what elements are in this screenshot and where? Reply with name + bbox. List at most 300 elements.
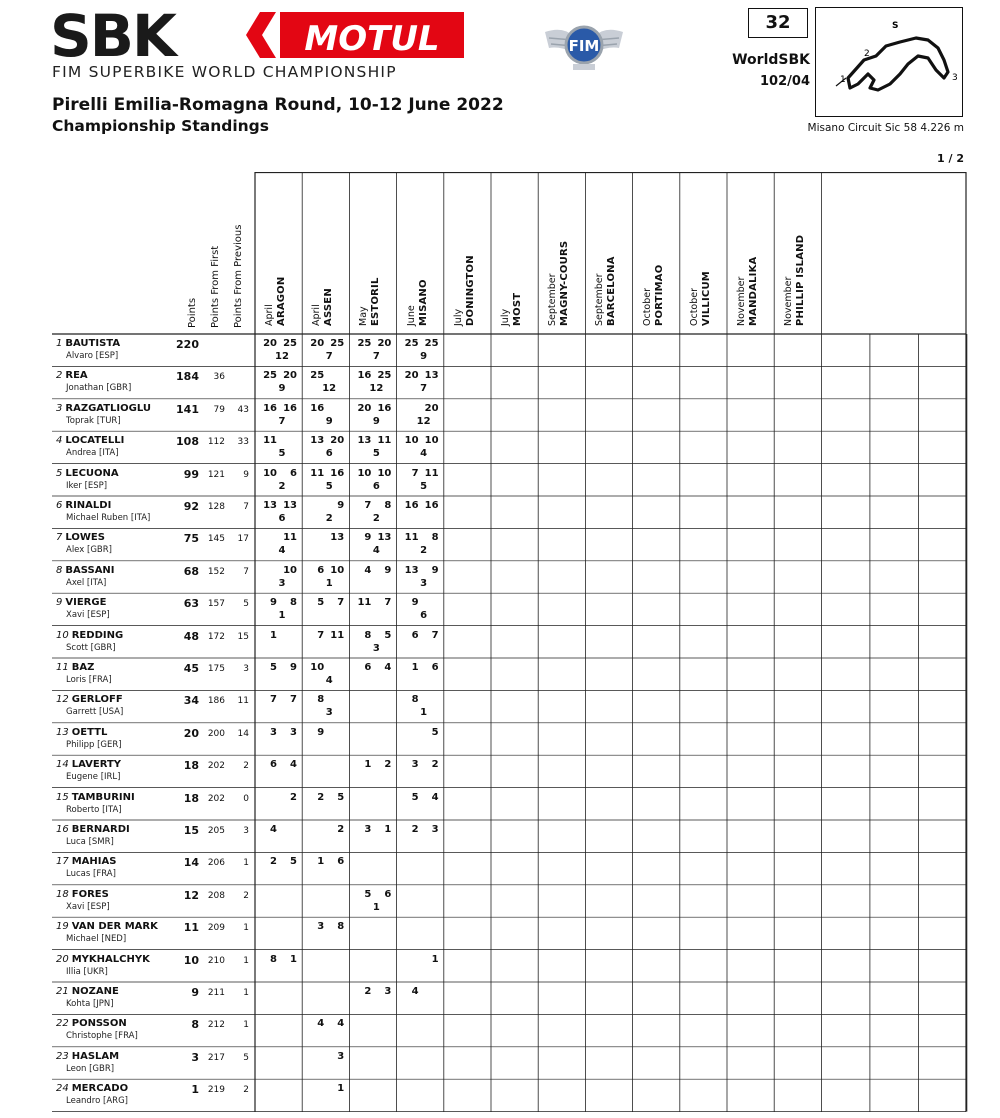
rider-first-name: Illia [66,966,81,977]
rider-points: 18 [183,791,199,805]
race2-points: 25 [283,338,297,349]
points-from-previous: 9 [243,469,249,480]
points-from-first: 36 [213,372,225,383]
race2-points: 2 [290,791,297,803]
rider-first-name-nation [66,545,112,555]
points-from-first: 79 [213,404,225,415]
superpole-race-points: 9 [278,383,286,395]
superpole-race-points: 3 [372,642,380,654]
race1-points: 5 [317,597,325,609]
race2-points: 16 [330,467,345,479]
race2-points: 3 [337,1050,345,1062]
race2-points: 5 [431,726,439,738]
points-from-previous: 2 [243,761,249,772]
race2-points: 1 [290,953,297,965]
race1-points: 4 [364,564,372,576]
rider-points: 220 [176,338,199,351]
rider-nation: [NED] [101,934,127,945]
fim-logo [543,18,625,76]
rider-first-name: Michael Ruben [66,513,129,523]
round-month: May [358,306,370,326]
rider-position: 1 [56,338,63,349]
column-header-from-first [210,246,222,328]
rider-first-name: Luca [66,837,86,847]
race1-points: 11 [263,435,277,447]
rider-name [56,597,106,608]
circuit-caption: Misano Circuit Sic 58 4.226 m [807,122,964,134]
rider-nation: [GBR] [106,383,132,394]
rider-name [56,370,88,381]
rider-first-name: Christophe [66,1031,113,1042]
rider-name [56,662,94,673]
race2-points: 3 [384,986,392,997]
rider-first-name-nation [66,416,121,426]
rider-points: 99 [183,467,199,481]
race1-points: 8 [270,953,277,965]
race2-points: 25 [377,370,392,382]
superpole-race-points: 7 [372,351,380,362]
superpole-race-points: 5 [420,480,428,492]
points-from-first: 210 [207,955,225,966]
rider-first-name-nation [66,481,107,491]
rider-points: 1 [191,1083,199,1097]
round-month: November [783,276,795,326]
rider-name [56,856,116,867]
race1-points: 6 [317,564,325,576]
race2-points: 9 [290,662,297,673]
superpole-race-points: 9 [325,415,333,427]
standings-title: Championship Standings [52,117,270,135]
superpole-race-points: 4 [325,675,333,686]
points-from-previous: 7 [243,502,249,512]
rider-position: 16 [56,824,69,835]
rider-first-name: Roberto [66,804,100,815]
race1-points: 20 [404,370,419,382]
rider-position: 8 [56,564,63,576]
race1-points: 13 [404,564,419,576]
rider-last-name: BASSANI [65,564,115,576]
rider-first-name: Toprak [66,415,94,426]
round-month: July [452,308,464,326]
round-month: October [688,287,700,326]
superpole-race-points: 12 [369,383,384,395]
race2-points: 9 [431,564,439,576]
rider-first-name-nation [66,351,118,361]
superpole-race-points: 2 [372,513,380,524]
rider-last-name: PONSSON [71,1018,127,1030]
round-name: ESTORIL [370,277,382,326]
rider-points: 3 [191,1050,199,1064]
round-name: VILLICUM [700,271,712,326]
column-header-from-previous [233,225,245,328]
points-from-previous: 43 [237,404,249,415]
rider-last-name: NOZANE [71,986,119,997]
rider-first-name-nation [66,1031,138,1041]
round-name: ARAGON [275,276,287,326]
rider-nation: [SMR] [88,837,114,847]
points-from-previous: 1 [243,858,249,869]
rider-nation: [FRA] [88,675,112,685]
superpole-race-points: 4 [420,448,428,460]
rider-name [56,986,119,997]
superpole-race-points: 4 [372,545,380,557]
rider-first-name-nation [66,805,122,815]
race2-points: 3 [290,726,297,738]
rider-nation: [JPN] [92,999,114,1009]
rider-nation: [GBR] [90,642,116,653]
rider-position: 9 [56,597,63,609]
rider-name [56,824,130,835]
rider-nation: [IRL] [100,772,121,783]
race1-points: 3 [270,726,277,738]
rider-nation: [FRA] [93,869,116,880]
rider-nation: [UKR] [83,966,108,977]
rider-first-name: Jonathan [66,383,104,394]
rider-name [56,1051,119,1062]
rider-first-name-nation [66,1064,114,1074]
rider-first-name-nation [66,707,123,717]
rider-first-name: Alex [66,545,85,556]
rider-last-name: RAZGATLIOGLU [65,402,151,414]
rider-name [56,954,150,965]
race1-points: 6 [364,662,372,673]
race2-points: 13 [424,370,439,382]
rider-position: 4 [56,435,63,447]
race2-points: 11 [377,435,392,447]
rider-points: 14 [183,856,199,870]
points-from-previous: 0 [243,793,249,804]
rider-position: 18 [56,888,69,900]
points-from-first: 172 [207,631,225,642]
points-from-first: 175 [207,664,225,674]
race1-points: 7 [411,467,419,479]
race1-points: 16 [310,402,325,414]
rider-first-name: Andrea [66,448,97,459]
rider-name [56,792,135,803]
rider-first-name-nation [66,1096,128,1106]
points-from-previous: 15 [237,631,249,642]
race2-points: 4 [290,759,297,771]
race2-points: 1 [384,824,392,835]
race2-points: 7 [337,597,345,609]
rider-first-name: Xavi [66,901,85,912]
rider-position: 17 [56,856,69,868]
rider-last-name: HASLAM [71,1050,120,1062]
rider-nation: [GBR] [89,1063,115,1074]
motul-logo-text: MOTUL [304,19,440,59]
race2-points: 20 [377,338,392,349]
rider-first-name: Michael [66,934,99,945]
race1-points: 20 [310,338,325,349]
rider-position: 3 [56,402,63,414]
rider-points: 45 [183,662,199,675]
superpole-race-points: 7 [325,351,333,362]
superpole-race-points: 1 [325,577,333,589]
rider-nation: [ESP] [95,351,119,361]
points-from-first: 200 [207,728,225,739]
round-header-most [501,293,523,326]
rider-points: 12 [183,888,199,902]
race2-points: 10 [283,564,297,576]
rider-position: 13 [56,726,69,738]
race1-points: 5 [411,791,419,803]
rider-last-name: VIERGE [65,597,107,609]
rider-nation: [ESP] [84,480,108,491]
race2-points: 13 [283,500,297,511]
points-from-first: 186 [207,696,225,707]
race2-points: 13 [330,532,345,544]
race1-points: 3 [317,921,325,933]
rider-points: 15 [183,824,199,837]
rider-points: 11 [183,921,199,935]
round-name: DONINGTON [464,255,476,326]
rider-position: 24 [56,1083,69,1095]
rider-name [56,435,124,446]
rider-first-name-nation [66,967,108,977]
race1-points: 7 [270,694,277,706]
rider-points: 184 [176,370,199,384]
points-from-first: 217 [207,1052,225,1063]
race2-points: 11 [424,467,439,479]
race2-points: 25 [330,338,345,349]
race2-points: 13 [377,532,392,544]
rider-nation: [ITA] [102,804,122,815]
column-header-label: Points [187,297,198,328]
rider-name [56,759,121,770]
round-month: September [547,273,559,326]
rider-first-name: Leon [66,1063,87,1074]
reference-code: 102/04 [760,74,810,89]
column-header-label: Points From Previous [233,224,244,328]
sbk-logo [50,8,470,62]
rider-points: 141 [176,402,199,416]
round-month: July [500,308,511,326]
rider-points: 92 [183,500,199,513]
race1-points: 10 [310,662,325,673]
rider-last-name: REA [65,370,88,382]
points-from-first: 212 [207,1020,225,1031]
race1-points: 4 [270,824,277,835]
race1-points: 2 [270,856,277,868]
race2-points: 7 [384,597,392,609]
superpole-race-points: 6 [278,513,286,524]
round-month: October [641,287,653,326]
points-from-first: 205 [207,826,225,836]
round-header-phillip-island [784,235,806,326]
points-from-first: 202 [207,793,225,804]
circuit-map [815,7,963,117]
race2-points: 16 [424,500,439,511]
race2-points: 20 [283,370,297,382]
points-from-first: 206 [207,858,225,869]
rider-first-name-nation [66,675,112,685]
rider-points: 68 [183,564,199,578]
sector-3-label: 3 [952,73,958,83]
race1-points: 8 [364,629,372,641]
column-header-label: Points From First [210,245,221,328]
race1-points: 9 [364,532,372,544]
round-header-aragon [265,277,287,326]
rider-points: 48 [183,629,199,643]
race1-points: 1 [411,662,419,673]
race2-points: 7 [431,629,439,641]
rider-first-name-nation [66,837,114,847]
round-month: April [311,304,323,326]
rider-first-name-nation [66,740,122,750]
rider-first-name-nation [66,643,116,653]
rider-points: 9 [191,986,199,999]
round-name: BARCELONA [606,256,618,326]
rider-nation: [ESP] [87,901,110,912]
superpole-race-points: 1 [372,901,380,913]
race1-points: 16 [357,370,372,382]
superpole-race-points: 5 [278,448,286,460]
race2-points: 5 [384,629,392,641]
race1-points: 20 [263,338,277,349]
round-name: ASSEN [323,288,335,326]
race1-points: 25 [357,338,372,349]
rider-first-name: Scott [66,642,88,653]
race2-points: 25 [424,338,439,349]
series-name: WorldSBK [732,52,810,68]
rider-points: 108 [176,435,199,449]
race2-points: 3 [431,824,439,835]
rider-first-name-nation [66,772,120,782]
rider-points: 63 [183,597,199,611]
superpole-race-points: 6 [420,610,428,622]
race1-points: 1 [364,759,372,771]
rider-points: 8 [191,1018,199,1032]
rider-position: 20 [56,953,69,965]
rider-first-name: Loris [66,675,87,685]
rider-nation: [FRA] [114,1031,138,1042]
race2-points: 4 [384,662,392,673]
race2-points: 5 [290,856,297,868]
fim-logo-text: FIM [568,37,600,55]
rider-last-name: TAMBURINI [71,791,135,803]
rider-first-name-nation [66,513,150,523]
rider-last-name: OETTL [71,726,108,738]
rider-points: 75 [183,532,199,546]
race2-points: 2 [337,824,345,835]
round-header-misano [407,279,429,326]
race1-points: 2 [411,824,419,835]
race1-points: 3 [411,759,419,771]
rider-points: 10 [183,953,199,967]
rider-last-name: LOCATELLI [65,435,125,447]
rider-nation: [ITA] [99,448,119,459]
points-from-first: 152 [207,566,225,577]
race1-points: 25 [310,370,325,382]
superpole-race-points: 4 [278,545,286,557]
rider-position: 21 [56,986,69,997]
rider-nation: [ITA] [130,513,151,523]
round-header-portimao [643,265,665,326]
race2-points: 1 [337,1083,345,1095]
superpole-race-points: 9 [372,415,380,427]
race2-points: 7 [290,694,297,706]
round-month: April [264,304,275,326]
points-from-first: 219 [207,1085,225,1096]
rider-last-name: MERCADO [71,1083,129,1095]
rider-last-name: MYKHALCHYK [71,953,150,965]
race2-points: 4 [337,1018,345,1030]
race1-points: 25 [404,338,419,349]
points-from-first: 211 [207,988,225,998]
rider-first-name-nation [66,902,110,912]
race1-points: 10 [357,467,372,479]
round-month: September [594,273,606,326]
rider-nation: [GER] [97,739,122,750]
rider-first-name: Iker [66,480,82,491]
rider-first-name-nation [66,869,116,879]
race2-points: 6 [290,467,297,479]
race1-points: 11 [404,532,419,544]
points-from-first: 157 [207,599,225,610]
rider-last-name: BAZ [71,662,95,673]
race1-points: 20 [357,402,372,414]
points-from-previous: 14 [237,728,249,739]
rider-first-name: Lucas [66,869,91,880]
rider-nation: [GBR] [87,545,112,556]
round-header-assen [312,288,334,326]
race2-points: 2 [431,759,439,771]
race2-points: 4 [431,791,439,803]
round-month: June [405,305,417,326]
points-from-first: 209 [207,923,225,934]
round-name: PHILLIP ISLAND [795,234,807,326]
race1-points: 9 [317,726,325,738]
round-month: November [736,276,747,326]
rider-name [56,1018,127,1029]
rider-last-name: LAVERTY [71,759,122,771]
race2-points: 8 [290,597,297,609]
race1-points: 3 [364,824,372,835]
rider-name [56,565,115,576]
race1-points: 9 [270,597,277,609]
superpole-race-points: 3 [325,707,333,719]
column-header-points [187,298,199,328]
race2-points: 11 [330,629,345,641]
rider-points: 18 [183,759,199,773]
rider-nation: [ESP] [87,610,110,621]
race2-points: 1 [431,953,439,965]
rider-first-name: Xavi [66,610,85,621]
superpole-race-points: 5 [372,448,380,460]
points-from-previous: 1 [243,923,249,934]
rider-first-name-nation [66,999,114,1009]
rider-first-name: Philipp [66,739,95,750]
championship-title: FIM SUPERBIKE WORLD CHAMPIONSHIP [52,63,397,81]
round-header-mandalika [737,257,759,326]
points-from-previous: 2 [243,1085,249,1096]
rider-nation: [ITA] [86,577,107,588]
points-from-previous: 11 [237,696,249,707]
rider-last-name: LECUONA [65,467,119,479]
race1-points: 1 [270,629,277,641]
rider-last-name: RINALDI [65,500,112,511]
rider-points: 34 [183,694,199,708]
race1-points: 10 [263,467,277,479]
round-name: MISANO [417,279,429,326]
round-name: MOST [511,292,523,326]
superpole-race-points: 2 [420,545,428,557]
race1-points: 6 [270,759,277,771]
rider-first-name-nation [66,448,119,458]
rider-first-name: Kohta [66,999,91,1009]
rider-position: 5 [56,467,63,479]
rider-first-name: Alvaro [66,351,93,361]
